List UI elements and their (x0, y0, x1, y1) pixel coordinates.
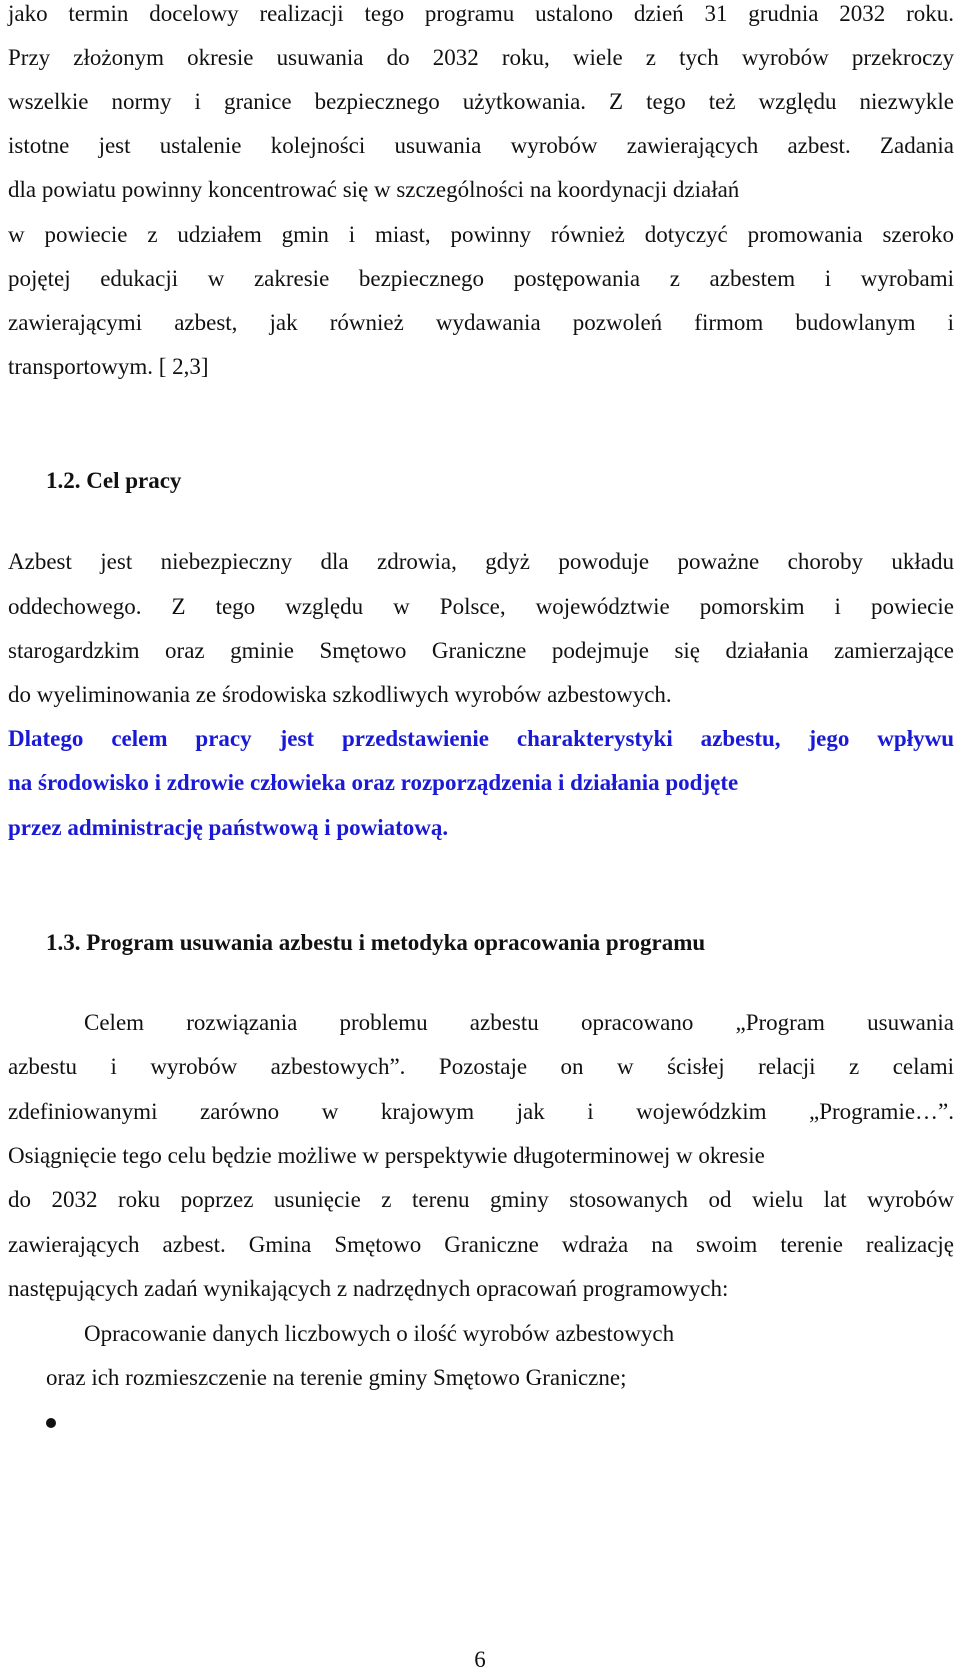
paragraph-line: pojętej edukacji w zakresie bezpiecznego postępowania z azbestem i wyrobami (8, 266, 954, 291)
paragraph-line: do 2032 roku poprzez usunięcie z terenu gminy stosowanych od wielu lat wyrobów (8, 1187, 954, 1212)
highlighted-goal-line: na środowisko i zdrowie człowieka oraz rozporządzenia i działania podjęte (8, 770, 739, 795)
paragraph-line: Celem rozwiązania problemu azbestu opracowano „Program usuwania (84, 1010, 954, 1035)
paragraph-line: Przy złożonym okresie usuwania do 2032 roku, wiele z tych wyrobów przekroczy (8, 45, 954, 70)
paragraph-line: oddechowego. Z tego względu w Polsce, województwie pomorskim i powiecie (8, 594, 954, 619)
bullet-icon (46, 1418, 56, 1428)
paragraph-line: Azbest jest niebezpieczny dla zdrowia, gdyż powoduje poważne choroby układu (8, 549, 954, 574)
paragraph-line: istotne jest ustalenie kolejności usuwania wyrobów zawierających azbest. Zadania (8, 133, 954, 158)
paragraph-line: azbestu i wyrobów azbestowych”. Pozostaje on w ścisłej relacji z celami (8, 1054, 954, 1079)
page-number: 6 (474, 1647, 486, 1672)
section-heading: 1.2. Cel pracy (46, 468, 182, 493)
paragraph-line: Osiągnięcie tego celu będzie możliwe w perspektywie długoterminowej w okresie (8, 1143, 765, 1168)
paragraph-line: dla powiatu powinny koncentrować się w szczególności na koordynacji działań (8, 177, 740, 202)
highlighted-goal-line: Dlatego celem pracy jest przedstawienie charakterystyki azbestu, jego wpływu (8, 726, 954, 751)
paragraph-line: zdefiniowanymi zarówno w krajowym jak i wojewódzkim „Programie…”. (8, 1099, 954, 1124)
highlighted-goal-line: przez administrację państwową i powiatową. (8, 815, 449, 840)
bullet-item-text: Opracowanie danych liczbowych o ilość wyrobów azbestowych (84, 1321, 675, 1346)
paragraph-line: w powiecie z udziałem gmin i miast, powinny również dotyczyć promowania szeroko (8, 222, 954, 247)
paragraph-line: jako termin docelowy realizacji tego programu ustalono dzień 31 grudnia 2032 roku. (8, 1, 954, 26)
bullet-item-text: oraz ich rozmieszczenie na terenie gminy Smętowo Graniczne; (46, 1365, 627, 1390)
paragraph-line: transportowym. [ 2,3] (8, 354, 209, 379)
paragraph-line: do wyeliminowania ze środowiska szkodliwych wyrobów azbestowych. (8, 682, 672, 707)
paragraph-line: następujących zadań wynikających z nadrzędnych opracowań programowych: (8, 1276, 729, 1301)
section-heading: 1.3. Program usuwania azbestu i metodyka opracowania programu (46, 930, 706, 955)
paragraph-line: wszelkie normy i granice bezpiecznego użytkowania. Z tego też względu niezwykle (8, 89, 954, 114)
paragraph-line: starogardzkim oraz gminie Smętowo Graniczne podejmuje się działania zamierzające (8, 638, 954, 663)
paragraph-line: zawierającymi azbest, jak również wydawania pozwoleń firmom budowlanym i (8, 310, 954, 335)
paragraph-line: zawierających azbest. Gmina Smętowo Graniczne wdraża na swoim terenie realizację (8, 1232, 954, 1257)
